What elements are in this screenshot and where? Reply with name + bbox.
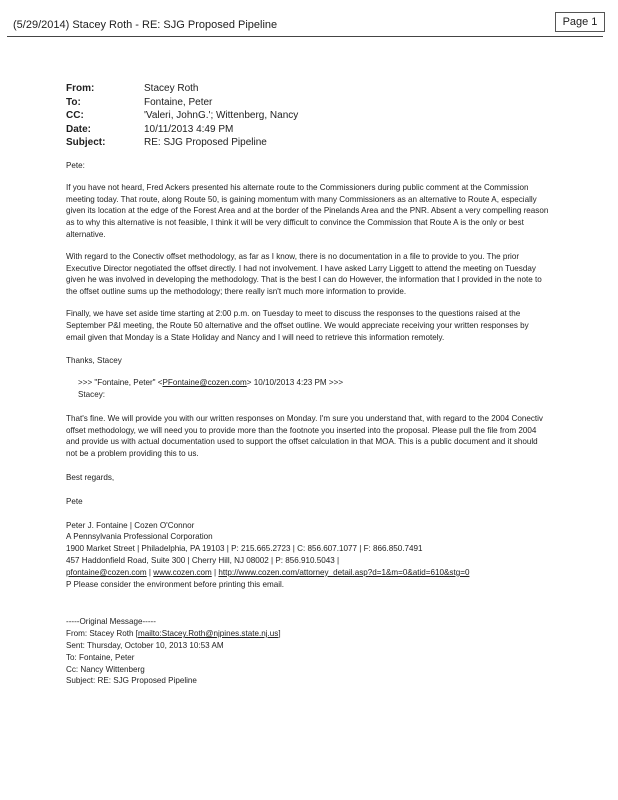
from-label: From: xyxy=(66,83,95,94)
quoted-greeting: Stacey: xyxy=(78,389,105,399)
header-date-row xyxy=(66,123,298,137)
signature-line-2: A Pennsylvania Professional Corporation xyxy=(66,532,213,542)
email-link[interactable]: pfontaine@cozen.com xyxy=(66,567,147,577)
subject-value: RE: SJG Proposed Pipeline xyxy=(144,137,267,148)
original-from-prefix: From: Stacey Roth [ xyxy=(66,629,138,639)
quoted-regards: Best regards, xyxy=(66,472,115,482)
quoted-paragraph: That's fine. We will provide you with our written responses on Monday. I'm sure you understand that, with regard to the 2004 Conectiv offset methodology, we will need you to provide more than the footnote you inserted into the proposal. Please pull the file from 2004 and provide us with actual documentation used to support the offset calculation in that MOA. This is a public document and it should not be a problem providing this to us. xyxy=(66,413,543,459)
signoff: Thanks, Stacey xyxy=(66,356,122,366)
email-header xyxy=(66,82,298,150)
quoted-email-link[interactable]: PFontaine@cozen.com xyxy=(162,378,247,388)
body-paragraph-2: With regard to the Conectiv offset methodology, as far as I know, there is no documentation in a file to provide to you. The prior Executive Director negotiated the offset directly. I had not involvement. I have asked Larry Liggett to attend the meeting on Tuesday given he was involved in developing the methodology. That is the best I can do However, the information that I provided in the note to the offset outline sums up the methodology; there really isn't much more information to provide. xyxy=(66,251,542,297)
link-separator: | xyxy=(146,567,154,577)
mailto-link[interactable]: mailto:Stacey.Roth@njpines.state.nj.us xyxy=(137,629,279,639)
to-value: Fontaine, Peter xyxy=(144,96,213,108)
document-title: (5/29/2014) Stacey Roth - RE: SJG Proposed Pipeline xyxy=(13,19,278,31)
original-subject: Subject: RE: SJG Proposed Pipeline xyxy=(66,676,197,686)
to-label: To: xyxy=(66,96,81,108)
attorney-detail-link[interactable]: http://www.cozen.com/attorney_detail.asp?d=1&m=0&atid=610&stg=0 xyxy=(218,567,470,577)
salutation: Pete: xyxy=(66,161,85,170)
signature-links xyxy=(66,567,550,579)
header-to-row xyxy=(66,96,298,110)
email-body xyxy=(66,160,550,687)
subject-label: Subject: xyxy=(66,137,106,148)
website-link[interactable]: www.cozen.com xyxy=(153,567,212,577)
date-label: Date: xyxy=(66,123,92,135)
original-to: To: Fontaine, Peter xyxy=(66,652,135,662)
body-paragraph-1: If you have not heard, Fred Ackers presented his alternate route to the Commissioners during public comment at the Commission meeting today. That route, along Route 50, is gaining momentum with many Commissioners as an alternative to Route A, especially given its location at the edge of the Forest Area and at the border of the Pinelands Area and the PNR. Absent a very compelling reason as to why this alternative is not feasible, I think it will be very difficult to convince the Commission that Route A is the only or best alternative. xyxy=(66,182,549,239)
title-bar xyxy=(7,12,603,36)
quoted-intro-prefix: >>> "Fontaine, Peter" < xyxy=(78,378,163,388)
environment-note: P Please consider the environment before printing this email. xyxy=(66,579,285,589)
header-cc-row xyxy=(66,109,298,123)
page-number-box: Page 1 xyxy=(555,12,605,32)
body-paragraph-3: Finally, we have set aside time starting at 2:00 p.m. on Tuesday to meet to discuss the responses to the questions raised at the September P&I meeting, the Route 50 alternative and the offset outline. We would appreciate receiving your written responses by email given that Monday is a State Holiday and Nancy and I will need to retrieve this information remotely. xyxy=(66,308,529,342)
header-from-row xyxy=(66,82,298,96)
quoted-name: Pete xyxy=(66,496,83,506)
quoted-intro-suffix: > 10/10/2013 4:23 PM >>> xyxy=(246,378,344,388)
cc-label: CC: xyxy=(66,110,84,121)
original-cc: Cc: Nancy Wittenberg xyxy=(66,664,145,674)
link-separator: | xyxy=(211,567,219,577)
signature-line-3: 1900 Market Street | Philadelphia, PA 19103 | P: 215.665.2723 | C: 856.607.1077 | F: 866.850.7491 xyxy=(66,544,423,554)
original-sent: Sent: Thursday, October 10, 2013 10:53 AM xyxy=(66,640,224,650)
original-message-header: -----Original Message----- xyxy=(66,617,156,627)
header-subject-row xyxy=(66,136,298,150)
from-value: Stacey Roth xyxy=(144,83,199,94)
date-value: 10/11/2013 4:49 PM xyxy=(144,123,234,135)
quoted-intro xyxy=(66,377,550,389)
cc-value: 'Valeri, JohnG.'; Wittenberg, Nancy xyxy=(144,110,299,121)
original-from xyxy=(66,628,550,640)
title-divider xyxy=(7,36,603,37)
original-from-suffix: ] xyxy=(278,629,281,639)
signature-line-4: 457 Haddonfield Road, Suite 300 | Cherry Hill, NJ 08002 | P: 856.910.5043 | xyxy=(66,555,340,565)
signature-line-1: Peter J. Fontaine | Cozen O'Connor xyxy=(66,520,195,530)
